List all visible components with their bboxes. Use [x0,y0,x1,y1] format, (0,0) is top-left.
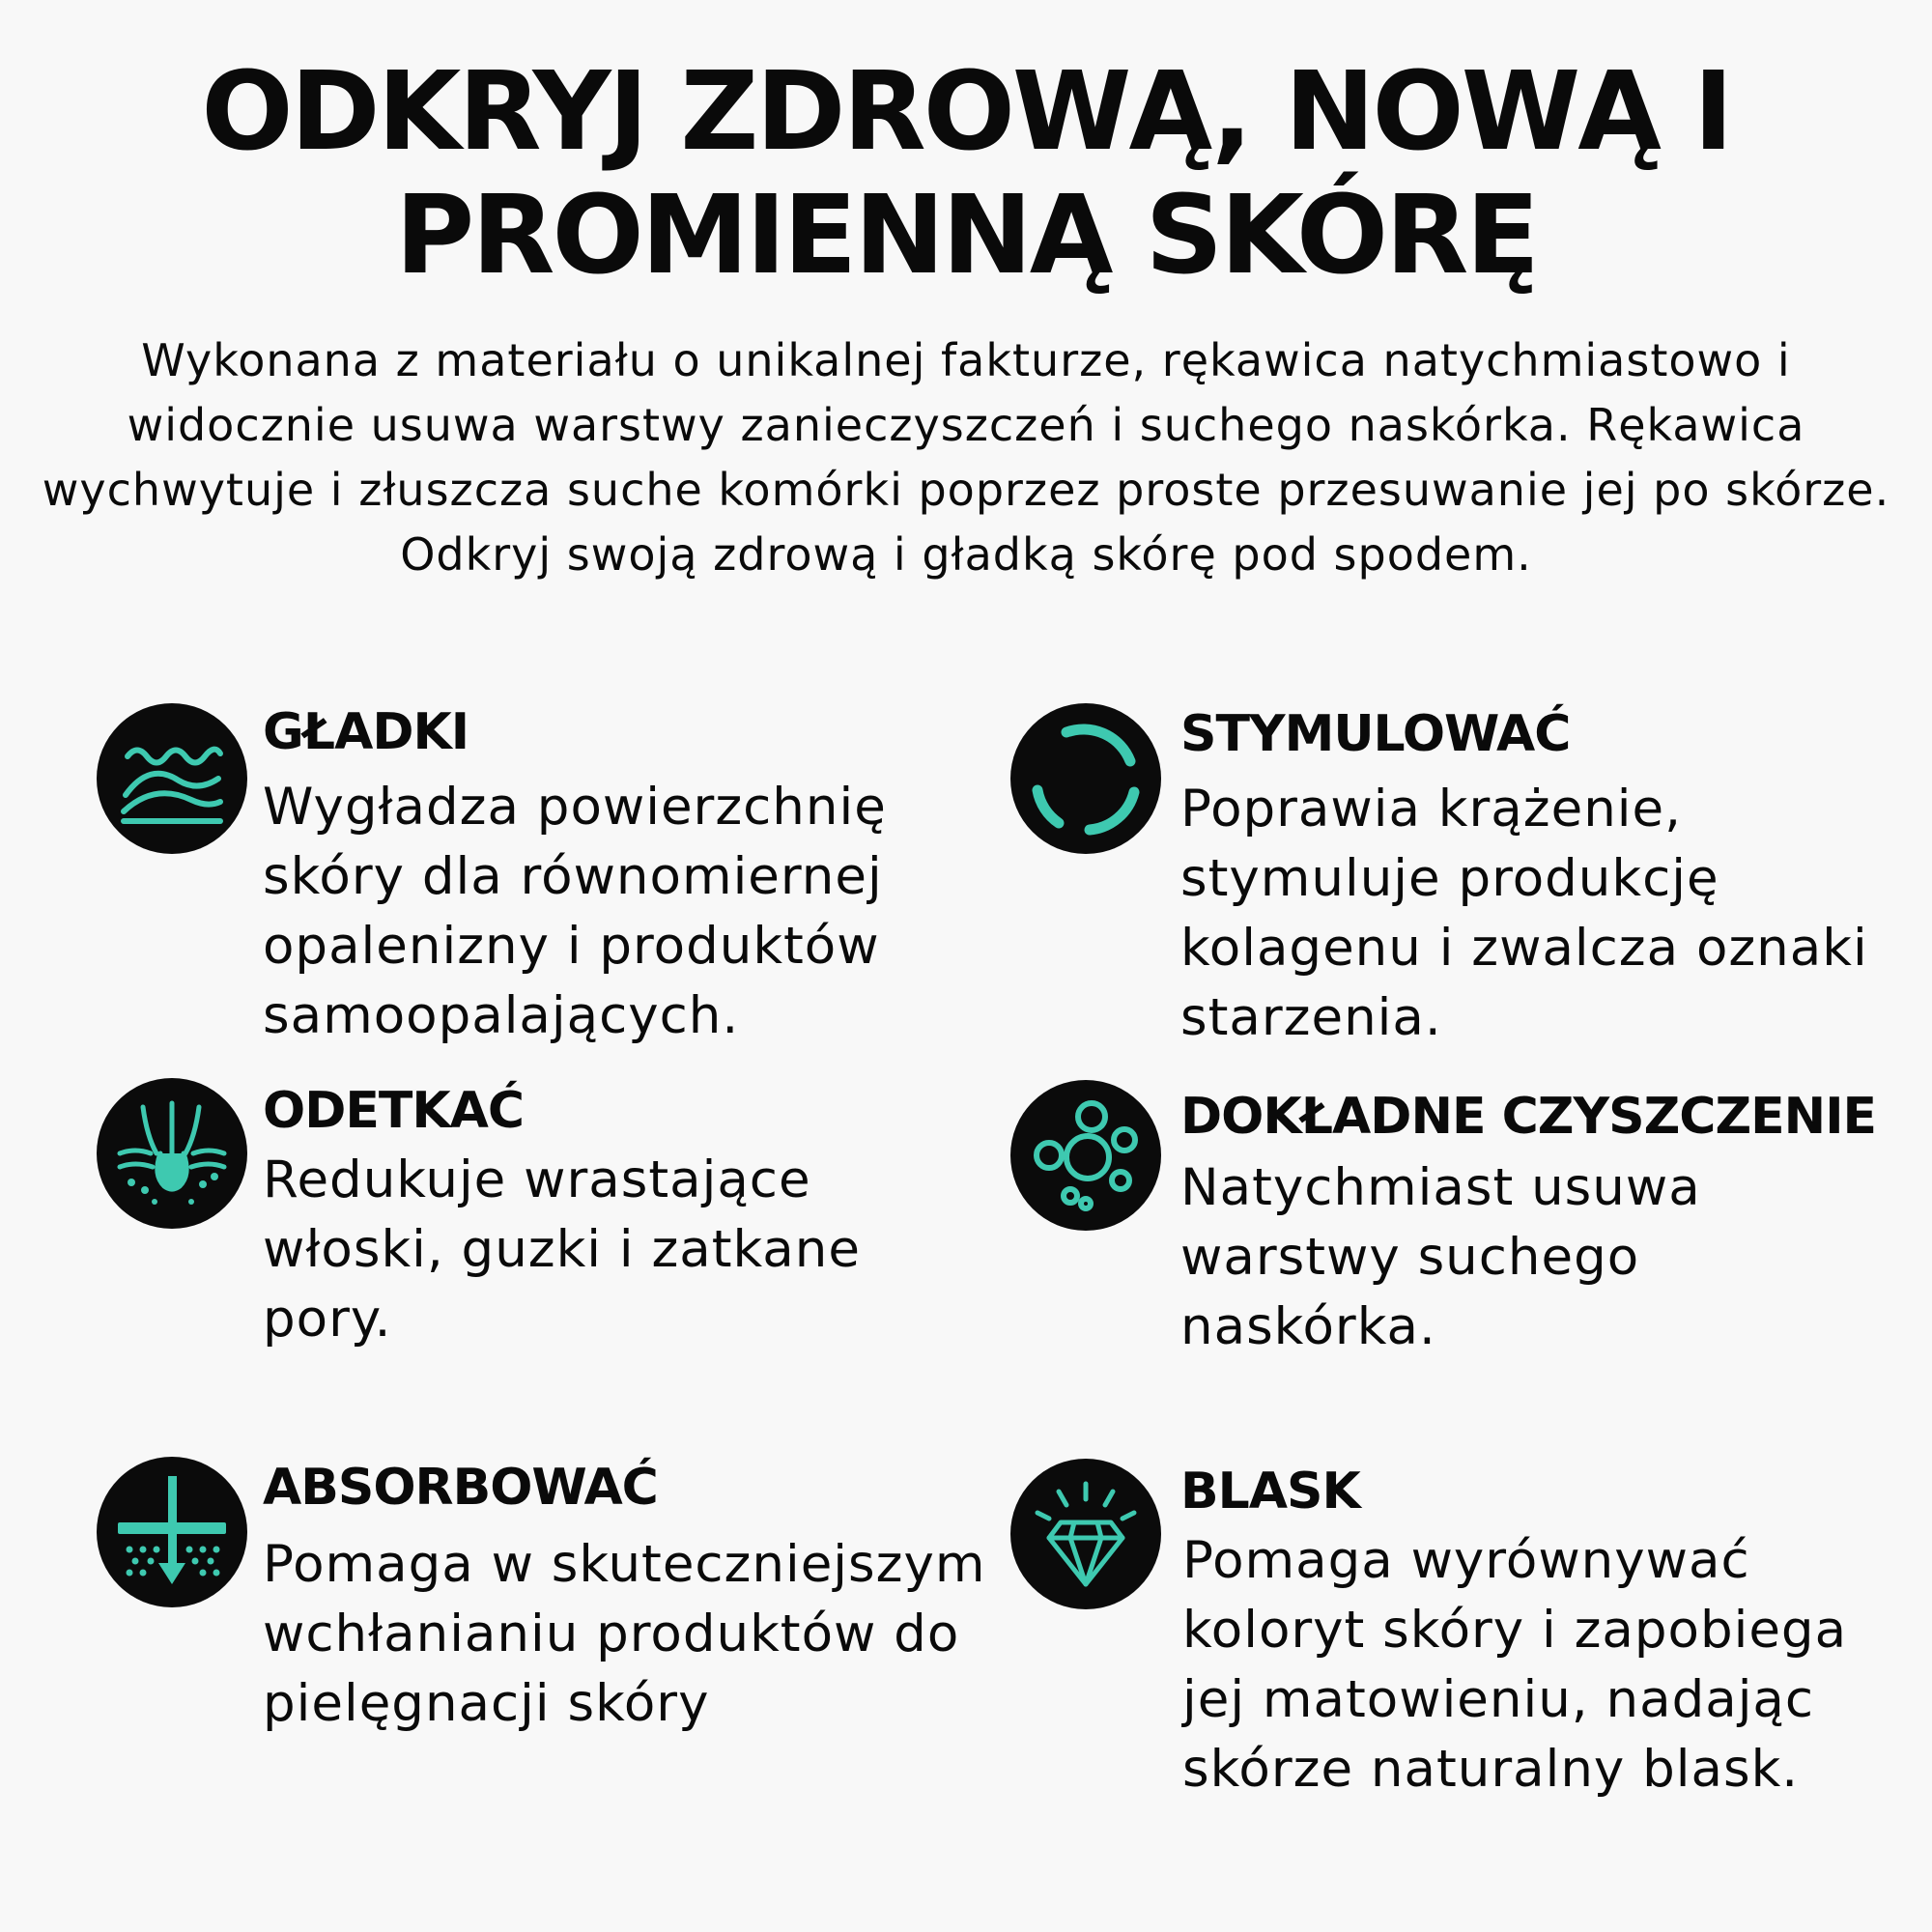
waves-icon [97,703,247,854]
bubbles-icon [1010,1080,1161,1231]
hair-follicle-icon [97,1078,247,1229]
feature-title: ABSORBOWAĆ [263,1459,658,1517]
feature-title: ODETKAĆ [263,1082,525,1140]
circulation-ring-icon [1010,703,1161,854]
headline-line-2: PROMIENNĄ SKÓRĘ [395,173,1537,298]
absorb-arrow-icon [97,1457,247,1607]
feature-description: Natychmiast usuwa warstwy suchego naskórka. [1180,1158,1701,1356]
feature-description: Wygładza powierzchnię skóry dla równomiernej opalenizny i produktów samoopalających. [263,778,887,1045]
feature-title: STYMULOWAĆ [1180,705,1571,763]
feature-title: BLASK [1180,1463,1360,1520]
diamond-icon [1010,1459,1161,1609]
feature-description: Poprawia krążenie, stymuluje produkcję kolagenu i zwalcza oznaki starzenia. [1180,780,1868,1047]
feature-description: Pomaga wyrównywać koloryt skóry i zapobiega jej matowieniu, nadając skórze naturalny blask. [1182,1531,1848,1799]
feature-description: Pomaga w skuteczniejszym wchłanianiu produktów do pielęgnacji skóry [263,1535,986,1733]
headline [0,50,1932,298]
headline-line-1: ODKRYJ ZDROWĄ, NOWĄ I [201,49,1731,175]
feature-title: GŁADKI [263,703,469,761]
feature-title: DOKŁADNE CZYSZCZENIE [1180,1088,1877,1146]
intro-paragraph: Wykonana z materiału o unikalnej fakturze, rękawica natychmiastowo i widocznie usuwa warstwy zanieczyszczeń i suchego naskórka. Rękawica wychwytuje i złuszcza suche komórki poprzez proste przesuwanie jej po skórze. Odkryj swoją zdrową i gładką skórę pod spodem. [42,334,1890,581]
feature-description: Redukuje wrastające włoski, guzki i zatkane pory. [263,1151,861,1349]
